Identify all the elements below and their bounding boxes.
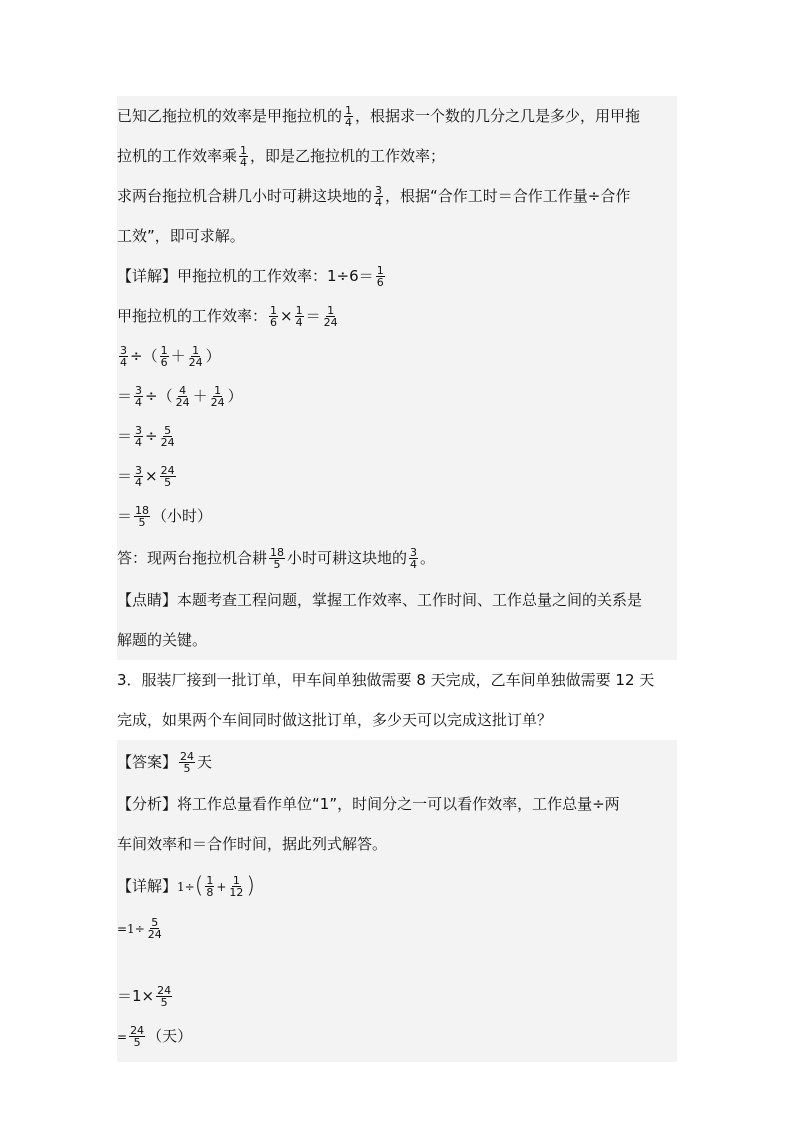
detail-row-2: =1÷ $\frac{5}{24}$ xyxy=(117,916,162,941)
detail-row-4: = $\frac{24}{5}$ （天） xyxy=(117,1024,193,1049)
fraction: $\frac{24}{5}$ xyxy=(160,464,175,489)
analysis-line-3: 求两台拖拉机合耕几小时可耕这块地的 $\frac{3}{4}$ ，根据“合作工时＝合作工作量÷合作 xyxy=(117,184,631,209)
calc-step-4: ＝ $\frac{3}{4}$ × $\frac{24}{5}$ xyxy=(117,464,175,489)
fraction: $\frac{1}{24}$ xyxy=(188,344,203,369)
fraction: $\frac{24}{5}$ xyxy=(157,984,172,1009)
fraction: $\frac{1}{4}$ xyxy=(240,144,248,169)
answer-tag: 【答案】 xyxy=(117,753,178,771)
analysis-block xyxy=(117,96,677,660)
fraction: $\frac{3}{4}$ xyxy=(135,384,143,409)
calc-step-5: ＝ $\frac{18}{5}$ （小时） xyxy=(117,504,213,529)
analysis-line-2: 拉机的工作效率乘 $\frac{1}{4}$ ，即是乙拖拉机的工作效率； xyxy=(117,144,446,169)
analysis-line-1: 已知乙拖拉机的效率是甲拖拉机的 $\frac{1}{4}$ ，根据求一个数的几分之几是多少，用甲拖 xyxy=(117,104,641,129)
detail-line-1: 【详解】甲拖拉机的工作效率：1÷6＝ $\frac{1}{6}$ xyxy=(117,264,384,289)
fraction: $\frac{5}{24}$ xyxy=(147,916,162,941)
answer-row: 【答案】 $\frac{24}{5}$ 天 xyxy=(117,750,213,775)
fraction: $\frac{1}{4}$ xyxy=(295,304,303,329)
analysis-tag: 【分析】 xyxy=(117,795,178,813)
fraction: $\frac{1}{8}$ xyxy=(206,874,214,899)
solution-block xyxy=(117,740,677,1062)
analysis-row-1: 【分析】将工作总量看作单位“1”，时间分之一可以看作效率，工作总量÷两 xyxy=(117,795,620,813)
question-3-line-2: 完成，如果两个车间同时做这批订单，多少天可以完成这批订单？ xyxy=(117,711,553,729)
calc-step-2: ＝ $\frac{3}{4}$ ÷（ $\frac{4}{24}$ ＋ $\frac{1}{24}$ ） xyxy=(117,384,243,409)
document-content xyxy=(117,96,677,1062)
analysis-row-2: 车间效率和＝合作时间，据此列式解答。 xyxy=(117,835,388,853)
fraction: $\frac{24}{5}$ xyxy=(180,750,195,775)
fraction: $\frac{3}{4}$ xyxy=(135,464,143,489)
comment-tag: 【点睛】 xyxy=(117,591,178,609)
fraction: $\frac{1}{6}$ xyxy=(270,304,278,329)
comment-line-2: 解题的关键。 xyxy=(117,631,208,649)
fraction: $\frac{4}{24}$ xyxy=(175,384,190,409)
fraction: $\frac{1}{24}$ xyxy=(210,384,225,409)
fraction: $\frac{3}{4}$ xyxy=(120,344,127,369)
fraction: $\frac{1}{12}$ xyxy=(229,874,244,899)
fraction: $\frac{24}{5}$ xyxy=(130,1024,145,1049)
question-3-line-1: 3．服装厂接到一批订单，甲车间单独做需要 8 天完成，乙车间单独做需要 12 天 xyxy=(117,671,655,689)
fraction: $\frac{3}{4}$ xyxy=(135,424,143,449)
analysis-line-4: 工效”，即可求解。 xyxy=(117,227,245,245)
fraction: $\frac{3}{4}$ xyxy=(410,546,418,571)
answer-line: 答：现两台拖拉机合耕 $\frac{18}{5}$ 小时可耕这块地的 $\frac{3}{4}$ 。 xyxy=(117,546,436,571)
fraction: $\frac{3}{4}$ xyxy=(375,184,383,209)
fraction: $\frac{1}{4}$ xyxy=(345,104,353,129)
calc-step-1: $\frac{3}{4}$ ÷（ $\frac{1}{6}$ ＋ $\frac{1}{24}$ ） xyxy=(120,344,221,369)
detail-row-1: 【详解】1÷( $\frac{1}{8}$ + $\frac{1}{12}$ ) xyxy=(117,873,255,899)
detail-tag: 【详解】 xyxy=(117,267,178,285)
comment-line-1: 【点睛】本题考查工程问题，掌握工作效率、工作时间、工作总量之间的关系是 xyxy=(117,591,643,609)
fraction: $\frac{1}{6}$ xyxy=(376,264,384,289)
fraction: $\frac{18}{5}$ xyxy=(270,546,285,571)
detail-tag: 【详解】 xyxy=(117,877,178,895)
detail-row-3: ＝1× $\frac{24}{5}$ xyxy=(117,984,172,1009)
fraction: $\frac{1}{6}$ xyxy=(160,344,168,369)
fraction: $\frac{5}{24}$ xyxy=(160,424,175,449)
calc-step-3: ＝ $\frac{3}{4}$ ÷ $\frac{5}{24}$ xyxy=(117,424,175,449)
fraction: $\frac{1}{24}$ xyxy=(323,304,338,329)
fraction: $\frac{18}{5}$ xyxy=(135,504,150,529)
detail-line-2: 甲拖拉机的工作效率： $\frac{1}{6}$ × $\frac{1}{4}$ ＝ $\frac{1}{24}$ xyxy=(117,304,338,329)
